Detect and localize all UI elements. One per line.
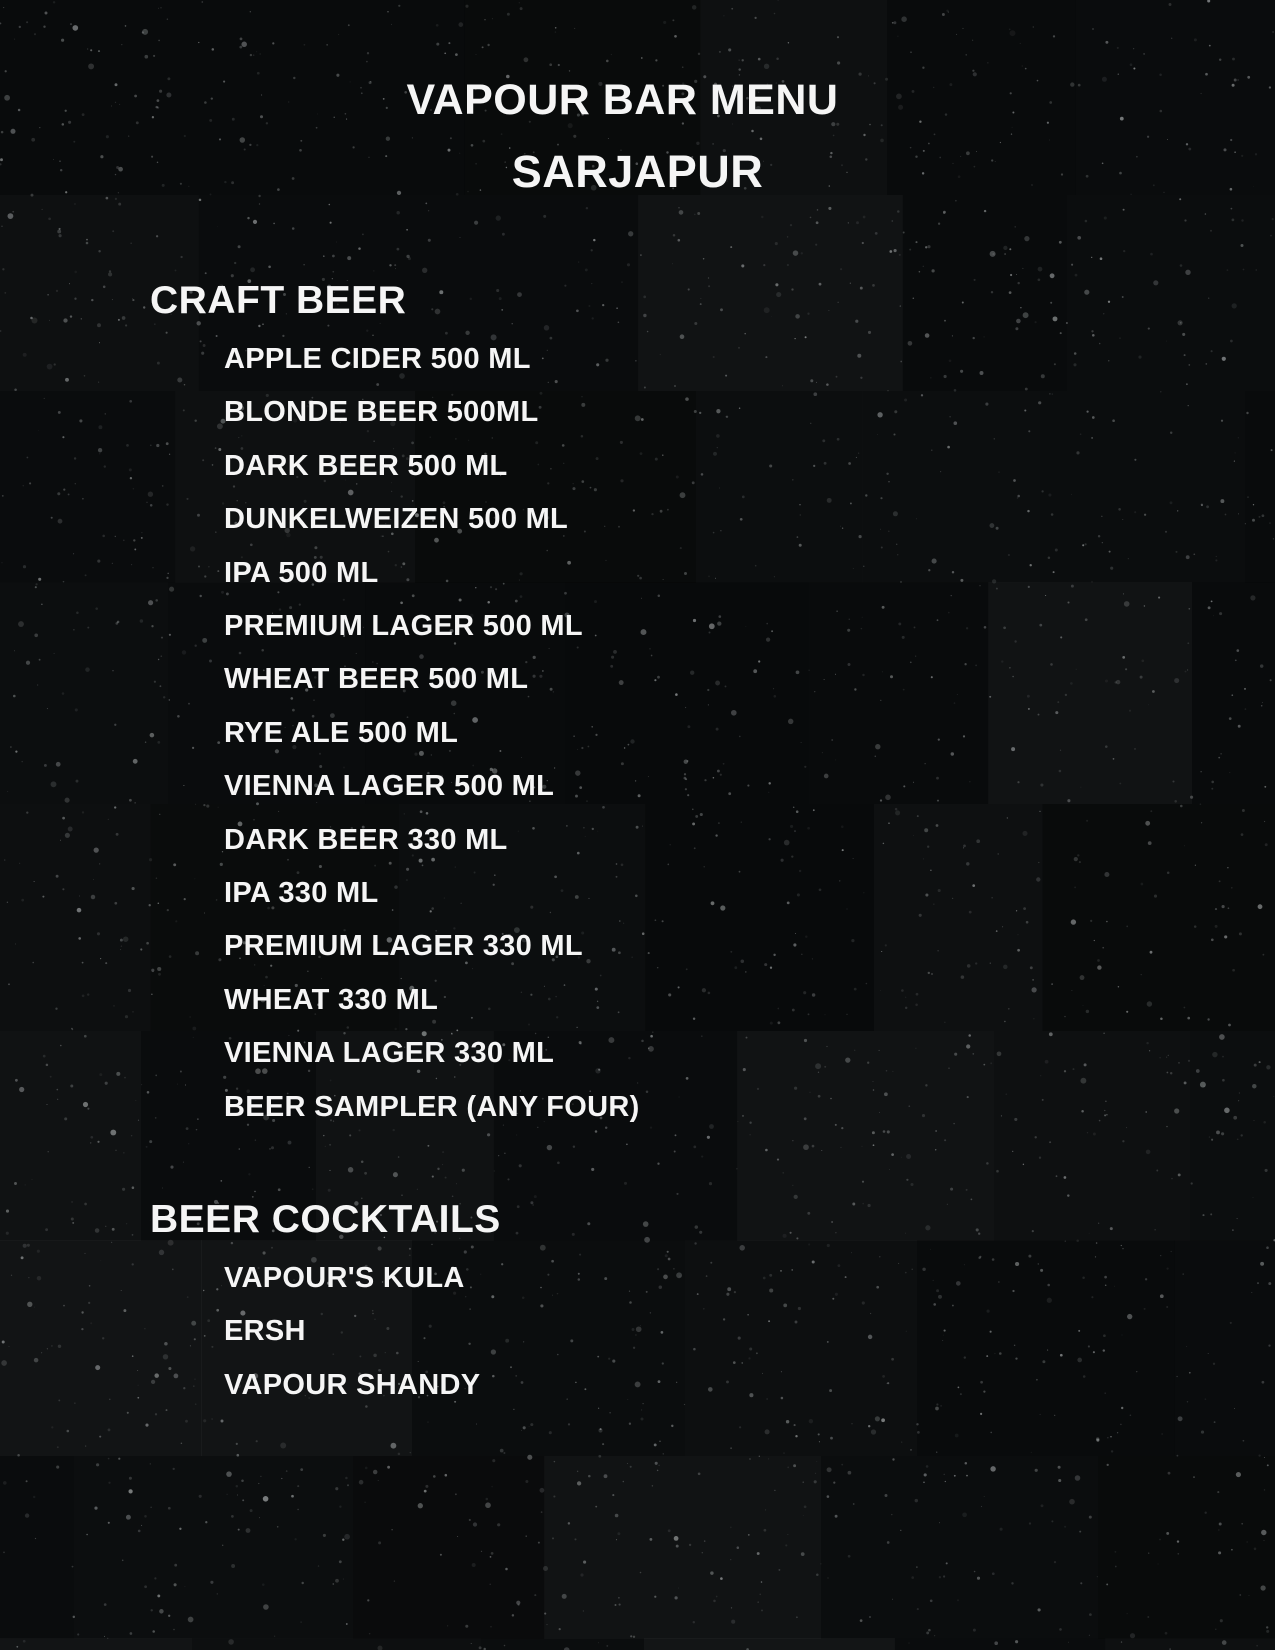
menu-item: IPA 330 ML [224,877,379,910]
menu-item: DUNKELWEIZEN 500 ML [224,503,569,536]
section-item-list [224,333,1275,1134]
menu-item: DARK BEER 330 ML [224,823,508,856]
menu-item: BLONDE BEER 500ML [224,396,539,429]
menu-item: RYE ALE 500 ML [224,716,459,749]
menu-item: VAPOUR'S KULA [224,1262,465,1294]
menu-section-craft-beer [0,281,1275,1134]
menu-section-beer-cocktails [0,1200,1275,1412]
menu-item: ERSH [224,1315,306,1348]
menu-item: DARK BEER 500 ML [224,449,508,482]
menu-item: PREMIUM LAGER 330 ML [224,930,583,963]
section-item-list [224,1252,1275,1412]
menu-item: IPA 500 ML [224,556,379,589]
menu-item: WHEAT 330 ML [224,983,439,1016]
menu-item: WHEAT BEER 500 ML [224,663,529,696]
menu-item: PREMIUM LAGER 500 ML [224,610,583,643]
menu-item: VIENNA LAGER 500 ML [224,770,555,803]
menu-location-subtitle: SARJAPUR [511,146,764,197]
menu-item: APPLE CIDER 500 ML [224,343,531,375]
section-heading: CRAFT BEER [150,279,407,322]
menu-item: VIENNA LAGER 330 ML [224,1037,555,1070]
section-heading: BEER COCKTAILS [150,1198,501,1241]
menu-title: VAPOUR BAR MENU [406,76,839,124]
menu-item: VAPOUR SHANDY [224,1368,481,1401]
menu-item: BEER SAMPLER (ANY FOUR) [224,1090,640,1123]
